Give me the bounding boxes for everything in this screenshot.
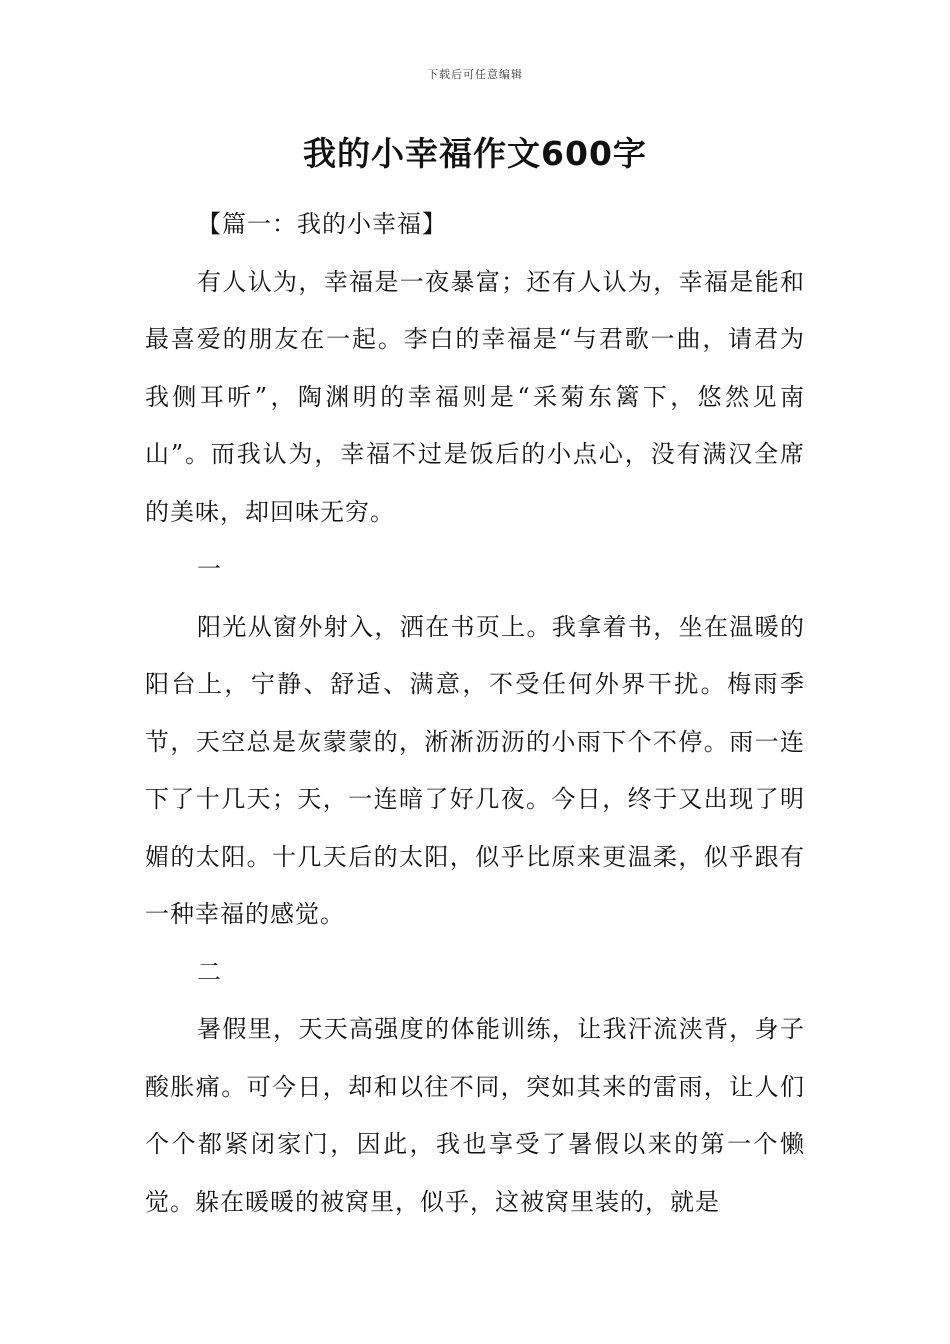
paragraph-summer: 暑假里，天天高强度的体能训练，让我汗流浃背，身子酸胀痛。可今日，却和以往不同，突如其来的雷雨，让人们个个都紧闭家门，因此，我也享受了暑假以来的第一个懒觉。躲在暖暖的被窝里，似乎，这被窝里装的，就是 — [145, 1015, 805, 1216]
paragraph-intro: 有人认为，幸福是一夜暴富；还有人认为，幸福是能和最喜爱的朋友在一起。李白的幸福是“与君歌一曲，请君为我侧耳听”，陶渊明的幸福则是“采菊东篱下，悠然见南山”。而我认为，幸福不过是饭后的小点心，没有满汉全席的美味，却回味无穷。 — [145, 267, 805, 526]
section-marker-one: 一 — [197, 555, 222, 583]
paragraph-sunshine: 阳光从窗外射入，洒在书页上。我拿着书，坐在温暖的阳台上，宁静、舒适、满意，不受任何外界干扰。梅雨季节，天空总是灰蒙蒙的，淅淅沥沥的小雨下个不停。雨一连下了十几天；天，一连暗了好几夜。今日，终于又出现了明媚的太阳。十几天后的太阳，似乎比原来更温柔，似乎跟有一种幸福的感觉。 — [145, 612, 805, 928]
document-body — [145, 196, 805, 1231]
section-marker-two: 二 — [197, 957, 222, 986]
document-title: 我的小幸福作文600字 — [303, 134, 647, 173]
header-note: 下载后可任意编辑 — [427, 68, 523, 81]
section-heading: 【篇一：我的小幸福】 — [197, 210, 447, 238]
